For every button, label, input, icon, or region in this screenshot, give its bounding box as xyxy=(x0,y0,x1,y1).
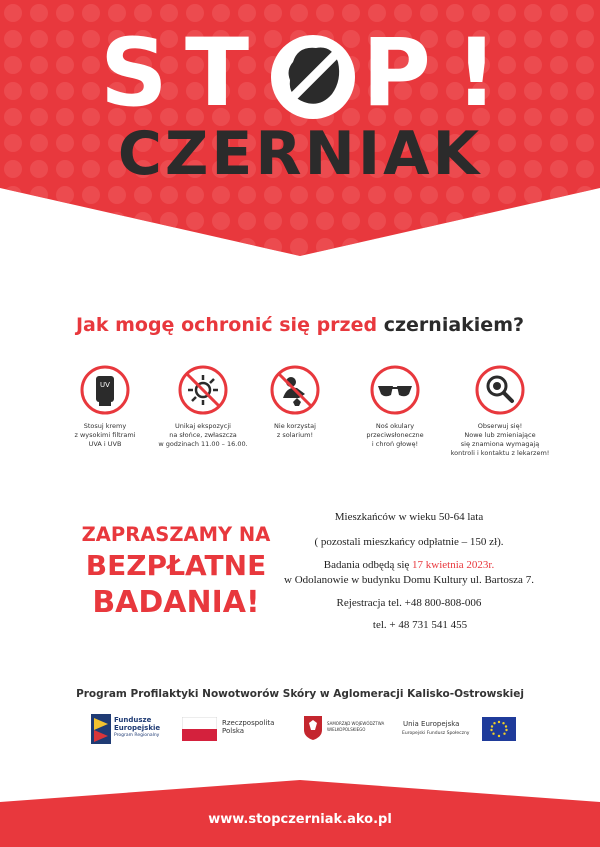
subtitle-czerniak: CZERNIAK xyxy=(117,119,483,189)
tip-text xyxy=(340,422,450,449)
tip-line: przeciwsłoneczne xyxy=(366,431,424,439)
tip-line: i chroń głowę! xyxy=(371,440,419,448)
info-others: ( pozostali mieszkańcy odpłatnie – 150 zł). xyxy=(314,536,504,548)
tip-line: się znamiona wymagają xyxy=(460,440,540,448)
fe-line3: Program Regionalny xyxy=(114,733,160,738)
wlkp-line2: WIELKOPOLSKIEGO xyxy=(327,727,366,732)
program-name: Program Profilaktyki Nowotworów Skóry w Aglomeracji Kalisko-Ostrowskiej xyxy=(76,688,524,700)
tip-text xyxy=(435,422,565,458)
eu-flag-icon xyxy=(482,717,516,741)
tip-line: w godzinach 11.00 – 16.00. xyxy=(158,440,248,448)
tip-line: Obserwuj się! xyxy=(477,422,523,430)
stop-letter-exclamation: ! xyxy=(455,19,500,128)
tip-no-solarium xyxy=(240,364,350,440)
question-part2: czerniakiem? xyxy=(383,314,525,336)
tip-text xyxy=(240,422,350,440)
tip-line: Noś okulary xyxy=(375,422,415,430)
info-place: w Odolanowie w budynku Domu Kultury ul. Bartosza 7. xyxy=(284,574,534,586)
pl-flag-icon xyxy=(182,717,217,741)
sunglasses-icon xyxy=(369,364,421,416)
tip-sunscreen xyxy=(50,364,160,449)
tip-line: z solarium! xyxy=(276,431,314,439)
invite-line1: ZAPRASZAMY NA xyxy=(81,523,271,546)
wlkp-line1: SAMORZĄD WOJEWÓDZTWA xyxy=(327,721,385,726)
sunscreen-uv-icon xyxy=(79,364,131,416)
website-link[interactable]: www.stopczerniak.ako.pl xyxy=(208,812,392,827)
ue-line1: Unia Europejska xyxy=(403,720,460,728)
tip-line: na słońce, zwłaszcza xyxy=(169,431,237,439)
info-registration: Rejestracja tel. +48 800-808-006 xyxy=(336,597,482,609)
ue-line2: Europejski Fundusz Społeczny xyxy=(402,731,470,736)
uv-badge: UV xyxy=(100,381,110,389)
stop-letter-p: P xyxy=(362,19,433,128)
logos-row xyxy=(0,712,600,750)
no-solarium-icon xyxy=(269,364,321,416)
tip-line: Nowe lub zmieniające xyxy=(464,431,536,439)
fe-line1: Fundusze xyxy=(114,716,152,724)
tip-line: UVA i UVB xyxy=(88,440,122,448)
tip-text xyxy=(50,422,160,449)
protection-question xyxy=(0,312,600,338)
stop-letter-s: S xyxy=(100,19,170,128)
info-date: 17 kwietnia 2023r. xyxy=(412,559,495,571)
tip-line: Nie korzystaj xyxy=(274,422,316,430)
info-date-prefix: Badania odbędą się xyxy=(323,559,410,571)
tips-row xyxy=(50,364,560,474)
fe-logo-icon xyxy=(91,714,111,744)
question-part1: Jak mogę ochronić się przed xyxy=(75,314,378,336)
magnifier-icon xyxy=(474,364,526,416)
invite-line3: BADANIA! xyxy=(92,585,260,620)
rp-line1: Rzeczpospolita xyxy=(222,719,275,727)
tip-line: Unikaj ekspozycji xyxy=(175,422,231,430)
tip-line: Stosuj kremy xyxy=(83,422,127,430)
tip-line: kontroli i kontaktu z lekarzem! xyxy=(450,449,550,457)
no-sun-icon xyxy=(177,364,229,416)
invite-line2: BEZPŁATNE xyxy=(85,549,267,582)
exam-info xyxy=(284,508,534,633)
mole-stop-icon xyxy=(268,32,358,122)
rp-line2: Polska xyxy=(222,727,245,735)
wlkp-crest-icon xyxy=(303,715,323,741)
stop-title xyxy=(0,10,600,128)
tip-sunglasses xyxy=(340,364,450,449)
stop-letter-t: T xyxy=(185,19,252,128)
info-age: Mieszkańców w wieku 50-64 lata xyxy=(334,511,484,523)
info-phone2: tel. + 48 731 541 455 xyxy=(372,619,468,631)
tip-observe xyxy=(435,364,565,458)
tip-line: z wysokimi filtrami xyxy=(74,431,136,439)
fe-line2: Europejskie xyxy=(114,724,161,732)
info-date-line xyxy=(284,558,534,573)
free-exam-invite xyxy=(76,521,276,622)
